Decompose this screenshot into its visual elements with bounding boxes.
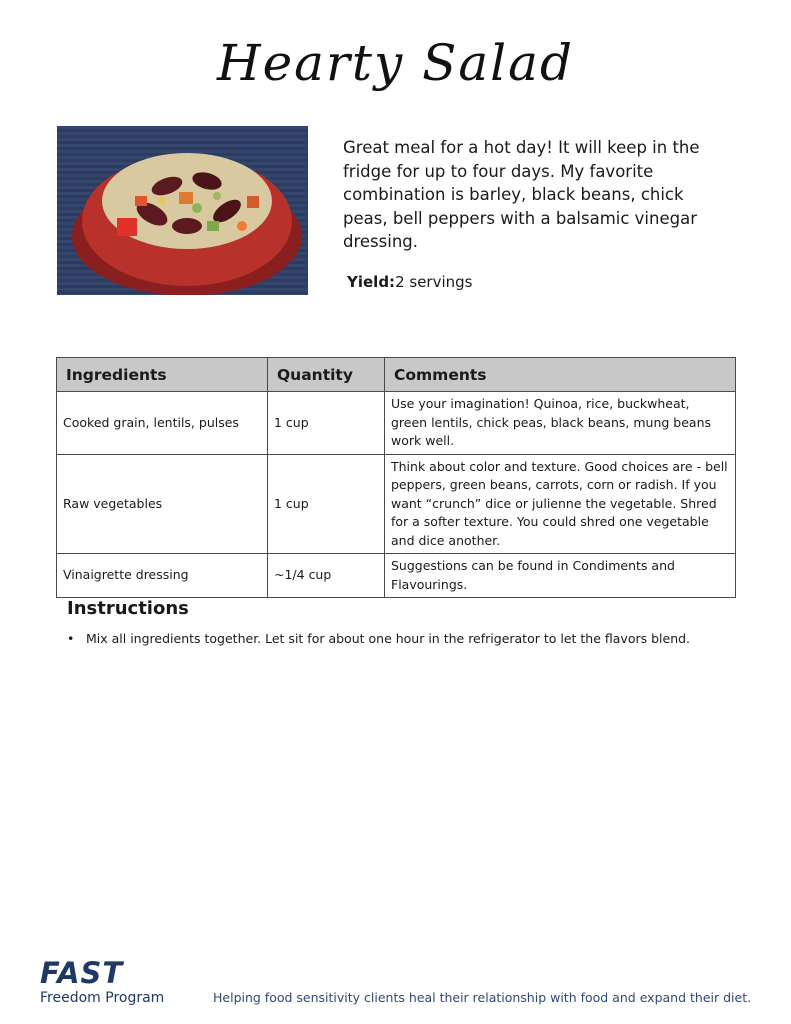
header-comments: Comments (385, 358, 736, 392)
instruction-text: Mix all ingredients together. Let sit for about one hour in the refrigerator to let the flavors blend. (86, 631, 691, 646)
header-quantity: Quantity (268, 358, 385, 392)
bullet-icon: • (67, 631, 75, 646)
quantity-cell: 1 cup (268, 392, 385, 455)
table-row (57, 392, 736, 455)
ingredient-cell: Cooked grain, lentils, pulses (57, 392, 268, 455)
stuffed-pepper-image (57, 126, 308, 295)
yield-label: Yield: (347, 273, 396, 291)
yield-value: 2 servings (395, 273, 473, 291)
comment-cell: Think about color and texture. Good choices are - bell peppers, green beans, carrots, corn or radish. If you want “crunch” dice or julienne the vegetable. Shred for a softer texture. You could shred one vegetable and dice another. (385, 454, 736, 554)
quantity-cell: 1 cup (268, 454, 385, 554)
ingredient-cell: Raw vegetables (57, 454, 268, 554)
footer-tagline: Helping food sensitivity clients heal their relationship with food and expand their diet. (213, 990, 752, 1005)
salad-photo (57, 126, 308, 295)
instructions-list (67, 631, 767, 646)
header-ingredients: Ingredients (57, 358, 268, 392)
ingredients-table (56, 357, 736, 598)
table-header-row (57, 358, 736, 392)
recipe-title: Hearty Salad (216, 34, 574, 92)
table-row (57, 554, 736, 598)
fast-logo: FAST (40, 956, 124, 990)
table-row (57, 454, 736, 554)
recipe-description: Great meal for a hot day! It will keep in the fridge for up to four days. My favorite combination is barley, black beans, chick peas, bell peppers with a balsamic vinegar dressing. (343, 138, 700, 251)
quantity-cell: ~1/4 cup (268, 554, 385, 598)
list-item (67, 631, 767, 646)
comment-cell: Use your imagination! Quinoa, rice, buckwheat, green lentils, chick peas, black beans, mung beans work well. (385, 392, 736, 455)
ingredient-cell: Vinaigrette dressing (57, 554, 268, 598)
comment-cell: Suggestions can be found in Condiments and Flavourings. (385, 554, 736, 598)
program-name: Freedom Program (40, 990, 165, 1006)
instructions-heading: Instructions (67, 598, 189, 619)
recipe-yield (347, 273, 472, 291)
